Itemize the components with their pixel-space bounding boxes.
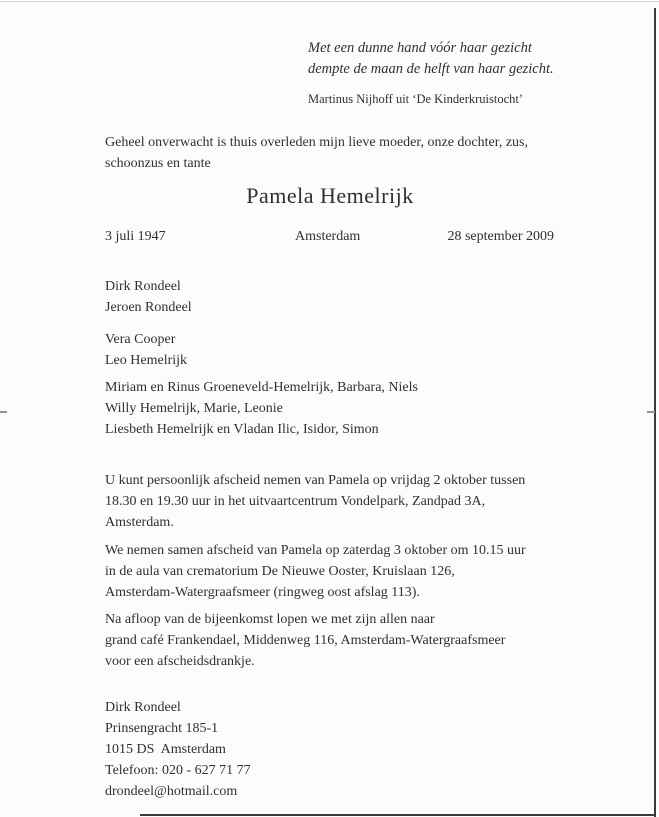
contact-email: drondeel@hotmail.com — [105, 784, 238, 799]
paragraph-line: in de aula van crematorium De Nieuwe Ooster, Kruislaan 126, — [105, 564, 455, 579]
family-member: Leo Hemelrijk — [105, 353, 188, 368]
poem-line: dempte de maan de helft van haar gezicht. — [308, 61, 554, 77]
birth-date: 3 juli 1947 — [105, 229, 166, 244]
paragraph-line: Amsterdam-Watergraafsmeer (ringweg oost afslag 113). — [105, 585, 420, 600]
paragraph-line: Na afloop van de bijeenkomst lopen we met zijn allen naar — [105, 612, 435, 627]
family-member: Dirk Rondeel — [105, 279, 181, 294]
paragraph-line: U kunt persoonlijk afscheid nemen van Pamela op vrijdag 2 oktober tussen — [105, 473, 526, 488]
page-bottom-edge — [140, 814, 656, 816]
family-member: Jeroen Rondeel — [105, 300, 192, 315]
family-member: Liesbeth Hemelrijk en Vladan Ilic, Isidor, Simon — [105, 422, 379, 437]
family-member: Willy Hemelrijk, Marie, Leonie — [105, 401, 283, 416]
funeral-service-paragraph — [105, 540, 585, 603]
paragraph-line: voor een afscheidsdrankje. — [105, 654, 255, 669]
paragraph-line: grand café Frankendael, Middenweg 116, Amsterdam-Watergraafsmeer — [105, 633, 506, 648]
deceased-name: Pamela Hemelrijk — [246, 183, 414, 208]
family-group-parents — [105, 329, 187, 371]
paragraph-line: We nemen samen afscheid van Pamela op zaterdag 3 oktober om 10.15 uur — [105, 543, 526, 558]
poem-line: Met een dunne hand vóór haar gezicht — [308, 40, 532, 56]
intro-line: Geheel onverwacht is thuis overleden mijn lieve moeder, onze dochter, zus, — [105, 135, 529, 150]
poem-quote — [308, 38, 554, 108]
fold-mark-left — [0, 411, 7, 413]
paragraph-line: Amsterdam. — [105, 515, 174, 530]
fold-mark-right — [647, 411, 655, 413]
contact-details — [105, 697, 585, 802]
contact-city: 1015 DS Amsterdam — [105, 742, 226, 757]
poem-attribution: Martinus Nijhoff uit ‘De Kinderkruistocht’ — [308, 92, 524, 106]
contact-name: Dirk Rondeel — [105, 700, 181, 715]
family-group-children — [105, 276, 192, 318]
contact-phone: Telefoon: 020 - 627 71 77 — [105, 763, 251, 778]
place-of-death: Amsterdam — [295, 229, 361, 244]
family-group-siblings — [105, 377, 418, 440]
dates-row — [105, 226, 554, 247]
paragraph-line: 18.30 en 19.30 uur in het uitvaartcentrum Vondelpark, Zandpad 3A, — [105, 494, 486, 509]
contact-street: Prinsengracht 185-1 — [105, 721, 219, 736]
family-member: Vera Cooper — [105, 332, 176, 347]
page-top-edge — [0, 1, 659, 2]
intro-line: schoonzus en tante — [105, 156, 211, 171]
family-member: Miriam en Rinus Groeneveld-Hemelrijk, Barbara, Niels — [105, 380, 418, 395]
death-date: 28 september 2009 — [447, 229, 554, 244]
visitation-paragraph — [105, 470, 585, 533]
reception-paragraph — [105, 609, 585, 672]
announcement-intro — [105, 132, 575, 174]
